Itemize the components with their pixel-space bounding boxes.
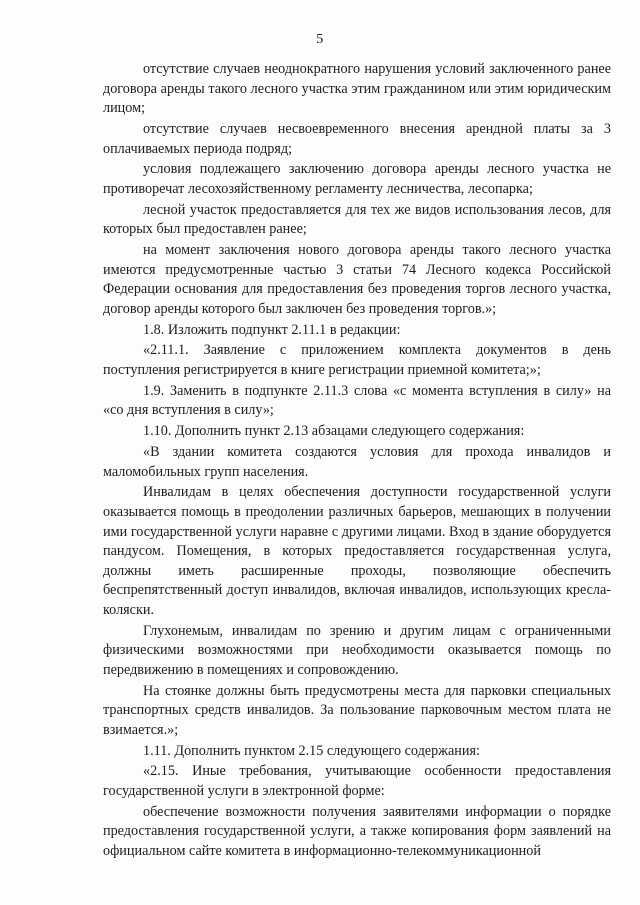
paragraph: условия подлежащего заключению договора аренды лесного участка не противоречат лесохозяйственному регламенту лесничества, лесопарка; xyxy=(103,161,611,197)
paragraph: 1.11. Дополнить пунктом 2.15 следующего содержания: xyxy=(143,742,480,759)
paragraph: Инвалидам в целях обеспечения доступности государственной услуги оказывается помощь в преодолении различных барьеров, мешающих в получении ими государственной услуги наравне с другими лицами. Вход в здание оборудуется пандусом. Помещения, в которых предоставляется государственная услуга, должны иметь расширенные проходы, позволяющие обеспечить беспрепятственный доступ инвалидов, включая инвалидов, использующих кресла-коляски. xyxy=(103,484,611,618)
paragraph: «2.15. Иные требования, учитывающие особенности предоставления государственной услуги в электронной форме: xyxy=(103,763,611,799)
paragraph: лесной участок предоставляется для тех же видов использования лесов, для которых был предоставлен ранее; xyxy=(103,201,611,238)
paragraph: «2.11.1. Заявление с приложением комплекта документов в день поступления регистрируется в книге регистрации приемной комитета;»; xyxy=(103,342,611,379)
paragraph: на момент заключения нового договора аренды такого лесного участка имеются предусмотренные частью 3 статьи 74 Лесного кодекса Российской Федерации основания для предоставления без проведения торгов лесного участка, договор аренды которого был заключен без проведения торгов.»; xyxy=(103,242,611,317)
paragraph: 1.8. Изложить подпункт 2.11.1 в редакции: xyxy=(143,321,401,338)
paragraph: отсутствие случаев несвоевременного внесения арендной платы за 3 оплачиваемых периода подряд; xyxy=(103,120,611,157)
paragraph: 1.10. Дополнить пункт 2.13 абзацами следующего содержания: xyxy=(143,423,525,440)
paragraph: обеспечение возможности получения заявителями информации о порядке предоставления государственной услуги, а также копирования форм заявлений на официальном сайте комитета в информационно-телекоммуникационной xyxy=(103,803,611,859)
paragraph: Глухонемым, инвалидам по зрению и другим лицам с ограниченными физическими возможностями при необходимости оказывается помощь по передвижению в помещениях и сопровождению. xyxy=(103,622,611,678)
paragraph: «В здании комитета создаются условия для прохода инвалидов и маломобильных групп населения. xyxy=(103,443,611,480)
page-number: 5 xyxy=(316,32,324,47)
paragraph: 1.9. Заменить в подпункте 2.11.3 слова «с момента вступления в силу» на «со дня вступления в силу»; xyxy=(103,382,611,419)
paragraph: На стоянке должны быть предусмотрены места для парковки специальных транспортных средств инвалидов. За пользование парковочным местом плата не взимается.»; xyxy=(103,682,611,738)
paragraph: отсутствие случаев неоднократного нарушения условий заключенного ранее договора аренды такого лесного участка этим гражданином или этим юридическим лицом; xyxy=(103,61,611,117)
document-body xyxy=(103,60,611,863)
